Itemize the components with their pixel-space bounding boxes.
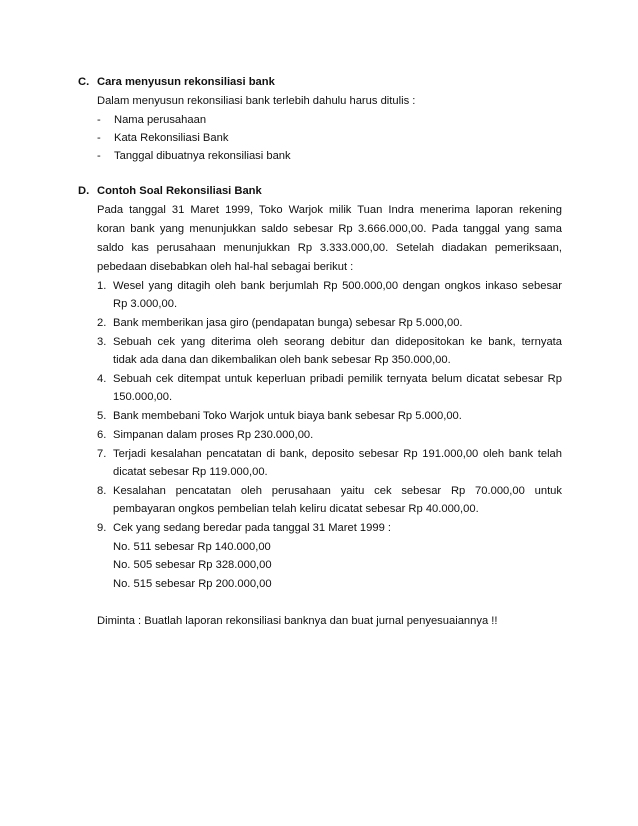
section-d-heading: Contoh Soal Rekonsiliasi Bank xyxy=(97,185,262,197)
section-c-letter: C. xyxy=(78,76,90,88)
list-bullet: - xyxy=(97,150,101,162)
paragraph-line: saldo kas perusahaan menunjukkan Rp 3.333.000,00. Setelah diadakan pemeriksaan, xyxy=(97,242,562,254)
item-text: Simpanan dalam proses Rp 230.000,00. xyxy=(113,429,314,441)
section-c-intro: Dalam menyusun rekonsiliasi bank terlebih dahulu harus ditulis : xyxy=(97,95,416,107)
list-item: Nama perusahaan xyxy=(114,114,207,126)
item-number: 5. xyxy=(97,410,107,422)
item-text: Cek yang sedang beredar pada tanggal 31 Maret 1999 : xyxy=(113,522,392,534)
paragraph-line: koran bank yang menunjukkan saldo sebesar Rp 3.666.000,00. Pada tanggal yang sama xyxy=(97,223,562,235)
list-bullet: - xyxy=(97,132,101,144)
check-line: No. 511 sebesar Rp 140.000,00 xyxy=(113,541,271,553)
item-number: 8. xyxy=(97,485,107,497)
section-c-heading: Cara menyusun rekonsiliasi bank xyxy=(97,76,275,88)
item-text: Terjadi kesalahan pencatatan di bank, deposito sebesar Rp 191.000,00 oleh bank telah xyxy=(113,448,562,460)
item-text: dicatat sebesar Rp 119.000,00. xyxy=(113,466,268,478)
item-number: 6. xyxy=(97,429,107,441)
paragraph-line: pebedaan disebabkan oleh hal-hal sebagai berikut : xyxy=(97,261,354,273)
list-item: Tanggal dibuatnya rekonsiliasi bank xyxy=(114,150,291,162)
check-line: No. 505 sebesar Rp 328.000,00 xyxy=(113,559,272,571)
item-text: tidak ada dana dan dikembalikan oleh bank sebesar Rp 350.000,00. xyxy=(113,354,451,366)
check-line: No. 515 sebesar Rp 200.000,00 xyxy=(113,578,272,590)
item-text: pembayaran ongkos pembelian telah keliru dicatat sebesar Rp 40.000,00. xyxy=(113,503,479,515)
item-text: Bank membebani Toko Warjok untuk biaya bank sebesar Rp 5.000,00. xyxy=(113,410,462,422)
list-bullet: - xyxy=(97,114,101,126)
item-text: Sebuah cek yang diterima oleh seorang debitur dan didepositokan ke bank, ternyata xyxy=(113,336,562,348)
item-text: Kesalahan pencatatan oleh perusahaan yaitu cek sebesar Rp 70.000,00 untuk xyxy=(113,485,562,497)
section-d-letter: D. xyxy=(78,185,90,197)
item-number: 3. xyxy=(97,336,107,348)
item-number: 1. xyxy=(97,280,107,292)
item-number: 7. xyxy=(97,448,107,460)
closing-instruction: Diminta : Buatlah laporan rekonsiliasi banknya dan buat jurnal penyesuaiannya !! xyxy=(97,615,498,627)
item-text: Rp 3.000,00. xyxy=(113,298,178,310)
item-text: Bank memberikan jasa giro (pendapatan bunga) sebesar Rp 5.000,00. xyxy=(113,317,463,329)
item-number: 9. xyxy=(97,522,107,534)
list-item: Kata Rekonsiliasi Bank xyxy=(114,132,229,144)
paragraph-line: Pada tanggal 31 Maret 1999, Toko Warjok milik Tuan Indra menerima laporan rekening xyxy=(97,204,562,216)
item-text: 150.000,00. xyxy=(113,391,173,403)
item-number: 4. xyxy=(97,373,107,385)
item-number: 2. xyxy=(97,317,107,329)
item-text: Sebuah cek ditempat untuk keperluan pribadi pemilik ternyata belum dicatat sebesar Rp xyxy=(113,373,562,385)
item-text: Wesel yang ditagih oleh bank berjumlah Rp 500.000,00 dengan ongkos inkaso sebesar xyxy=(113,280,562,292)
